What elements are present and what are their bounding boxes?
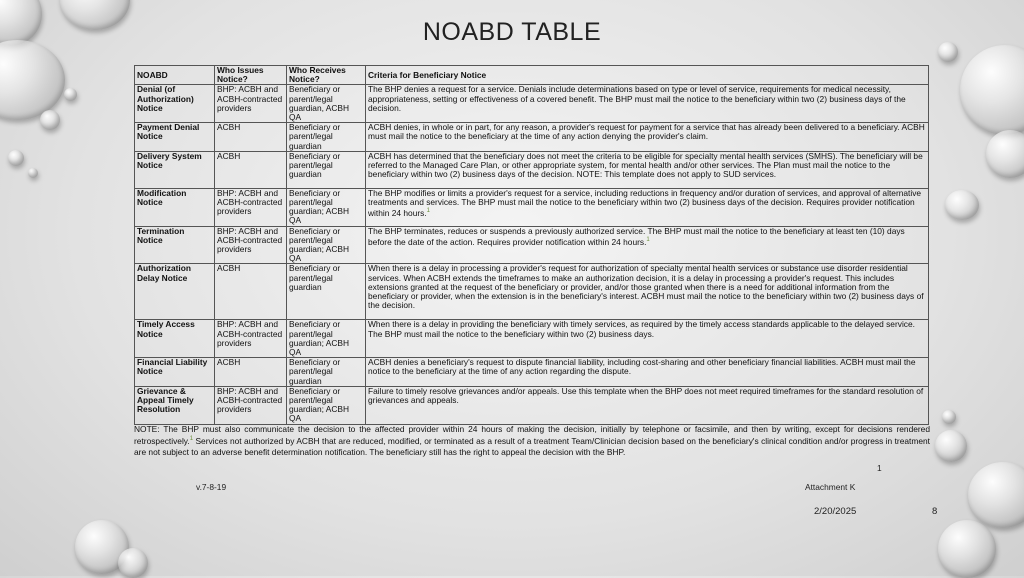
row-issuer: ACBH xyxy=(215,123,287,152)
row-notice-type: Authorization Delay Notice xyxy=(135,264,215,320)
row-criteria: When there is a delay in processing a provider's request for authorization of specialty mental health services or substance use disorder residential services. When ACBH extends the timeframes to make an authorization decision, it is a delay in processing a provider's request. This includes extensions granted at the request of the beneficiary or provider, and/or those granted when there is a need for additional information from the beneficiary or provider, when the extension is in the beneficiary's interest. ACBH must mail the notice to the beneficiary within two (2) business days of the decision. xyxy=(366,264,929,320)
note-text-part2: Services not authorized by ACBH that are reduced, modified, or terminated as a result of a treatment Team/Clinician decision based on the beneficiary's clinical condition and/or progress in treatment are not subject to an adverse benefit determination notification. The beneficiary still has the right to appeal the decision with the BHP. xyxy=(134,436,930,457)
row-notice-type: Denial (of Authorization) Notice xyxy=(135,85,215,123)
row-receiver: Beneficiary or parent/legal guardian xyxy=(287,123,366,152)
row-receiver: Beneficiary or parent/legal guardian xyxy=(287,151,366,188)
water-droplet-decoration xyxy=(8,150,24,166)
row-notice-type: Grievance & Appeal Timely Resolution xyxy=(135,386,215,424)
water-droplet-decoration xyxy=(968,462,1024,528)
criteria-text: The BHP terminates, reduces or suspends a previously authorized service. The BHP must mail the notice to the beneficiary at least ten (10) days before the date of the action. Requires provider notification within 24 hours. xyxy=(368,226,905,247)
row-issuer: BHP: ACBH and ACBH-contracted providers xyxy=(215,320,287,358)
table-row xyxy=(135,320,929,358)
row-issuer: BHP: ACBH and ACBH-contracted providers xyxy=(215,386,287,424)
water-droplet-decoration xyxy=(960,45,1024,135)
row-receiver: Beneficiary or parent/legal guardian; ACBH QA xyxy=(287,226,366,264)
row-criteria: The BHP denies a request for a service. Denials include determinations based on type or level of service, requirements for medical necessity, appropriateness, setting or effectiveness of a covered benefit. The BHP must mail the notice to the beneficiary within two (2) business days of the decision. xyxy=(366,85,929,123)
table-row xyxy=(135,85,929,123)
noabd-table xyxy=(134,65,929,425)
table-row xyxy=(135,151,929,188)
table-header-row xyxy=(135,66,929,85)
row-receiver: Beneficiary or parent/legal guardian, ACBH QA xyxy=(287,85,366,123)
water-droplet-decoration xyxy=(64,88,77,101)
attachment-label: Attachment K xyxy=(805,482,856,492)
row-notice-type: Delivery System Notice xyxy=(135,151,215,188)
table-note xyxy=(134,424,930,457)
row-criteria: When there is a delay in providing the beneficiary with timely services, as required by the timely access standards applicable to the delayed service. The BHP must mail the notice to the beneficiary within two (2) business days. xyxy=(366,320,929,358)
column-header-criteria: Criteria for Beneficiary Notice xyxy=(366,66,929,85)
row-receiver: Beneficiary or parent/legal guardian; ACBH QA xyxy=(287,188,366,226)
row-issuer: BHP: ACBH and ACBH-contracted providers xyxy=(215,188,287,226)
row-notice-type: Termination Notice xyxy=(135,226,215,264)
row-issuer: BHP: ACBH and ACBH-contracted providers xyxy=(215,226,287,264)
water-droplet-decoration xyxy=(0,40,65,120)
row-criteria: Failure to timely resolve grievances and/or appeals. Use this template when the BHP does not meet required timeframes for the standard resolution of grievances and appeals. xyxy=(366,386,929,424)
row-issuer: ACBH xyxy=(215,264,287,320)
water-droplet-decoration xyxy=(118,548,148,578)
row-receiver: Beneficiary or parent/legal guardian; ACBH QA xyxy=(287,320,366,358)
table-row xyxy=(135,386,929,424)
water-droplet-decoration xyxy=(942,410,956,424)
column-header-noabd: NOABD xyxy=(135,66,215,85)
slide-date: 2/20/2025 xyxy=(814,506,857,517)
row-issuer: ACBH xyxy=(215,151,287,188)
row-notice-type: Financial Liability Notice xyxy=(135,358,215,387)
note-text-part1: NOTE: The BHP must also communicate the decision to the affected provider within 24 hours of making the decision, initially by telephone or facsimile, and then by writing, except for decisions rendered retrospectively. xyxy=(134,424,930,447)
row-receiver: Beneficiary or parent/legal guardian; ACBH QA xyxy=(287,386,366,424)
column-header-who-receives: Who Receives Notice? xyxy=(287,66,366,85)
table-row xyxy=(135,226,929,264)
slide-number: 8 xyxy=(932,506,938,517)
column-header-who-issues: Who Issues Notice? xyxy=(215,66,287,85)
version-label: v.7-8-19 xyxy=(196,482,227,492)
row-issuer: BHP: ACBH and ACBH-contracted providers xyxy=(215,85,287,123)
table-row xyxy=(135,123,929,152)
row-issuer: ACBH xyxy=(215,358,287,387)
table-row xyxy=(135,264,929,320)
water-droplet-decoration xyxy=(986,130,1024,178)
row-receiver: Beneficiary or parent/legal guardian xyxy=(287,264,366,320)
row-receiver: Beneficiary or parent/legal guardian xyxy=(287,358,366,387)
document-page-number: 1 xyxy=(877,463,882,473)
row-notice-type: Payment Denial Notice xyxy=(135,123,215,152)
criteria-text: The BHP modifies or limits a provider's request for a service, including reductions in frequency and/or duration of services, and approval of alternative treatments and services. The BHP must mail the notice to the beneficiary within two (2) business days of the decision. Requires provider notification within 24 hours. xyxy=(368,188,922,219)
water-droplet-decoration xyxy=(935,430,967,462)
water-droplet-decoration xyxy=(40,110,60,130)
row-criteria: ACBH has determined that the beneficiary does not meet the criteria to be eligible for specialty mental health services (SMHS). The beneficiary will be referred to the Managed Care Plan, or other appropriate system, for mental health and/or other services. The Plan must mail the notice to the beneficiary within two (2) business days of the decision. NOTE: This template does not apply to SUD services. xyxy=(366,151,929,188)
footnote-marker: 1 xyxy=(189,436,194,443)
water-droplet-decoration xyxy=(945,190,979,220)
row-criteria xyxy=(366,188,929,226)
row-notice-type: Modification Notice xyxy=(135,188,215,226)
row-criteria: ACBH denies a beneficiary's request to dispute financial liability, including cost-sharing and other beneficiary financial liabilities. ACBH must mail the notice to the beneficiary at the time of any action regarding the dispute. xyxy=(366,358,929,387)
row-criteria: ACBH denies, in whole or in part, for any reason, a provider's request for payment for a service that has already been delivered to a beneficiary. ACBH must mail the notice to the beneficiary at the time of any action denying the provider's claim. xyxy=(366,123,929,152)
page-title: NOABD TABLE xyxy=(422,18,602,46)
table-row xyxy=(135,358,929,387)
table-row xyxy=(135,188,929,226)
footnote-marker: 1 xyxy=(646,236,650,243)
row-notice-type: Timely Access Notice xyxy=(135,320,215,358)
water-droplet-decoration xyxy=(28,168,38,178)
water-droplet-decoration xyxy=(938,520,996,578)
footnote-marker: 1 xyxy=(426,208,431,215)
row-criteria xyxy=(366,226,929,264)
